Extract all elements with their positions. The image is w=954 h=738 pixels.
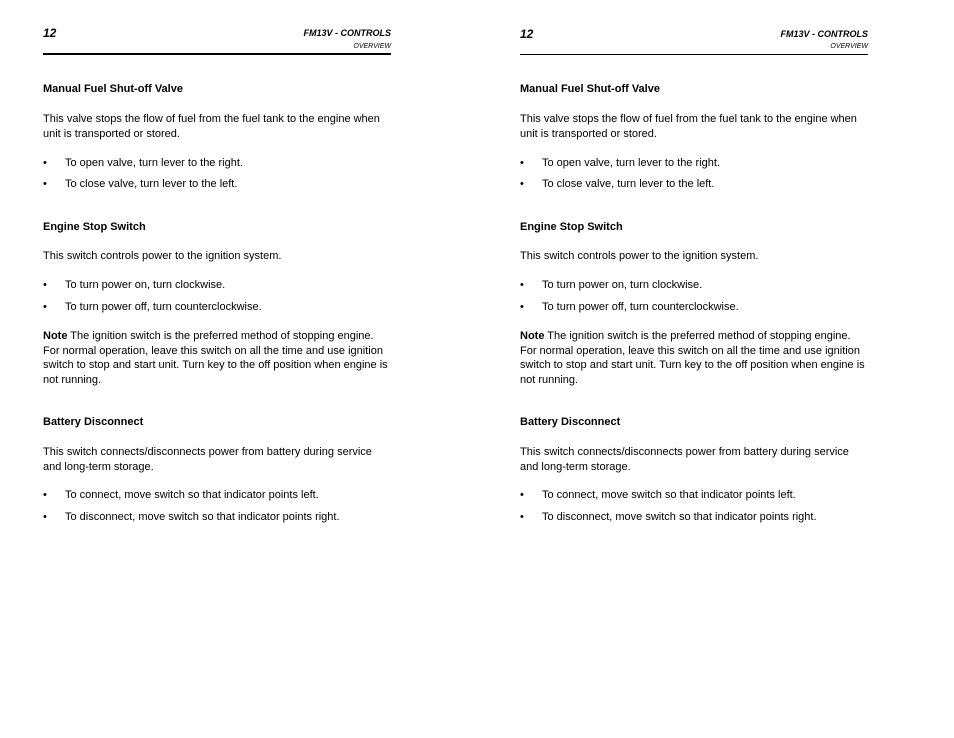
bullet-glyph: • (520, 511, 524, 523)
engine-note (43, 329, 391, 387)
header-subtitle: OVERVIEW (830, 43, 868, 50)
bullet-text: To disconnect, move switch so that indicator points right. (542, 511, 817, 523)
note-label: Note (520, 330, 545, 342)
bullet-text: To open valve, turn lever to the right. (542, 157, 720, 169)
manual-page-right (520, 0, 868, 738)
bullet-text: To close valve, turn lever to the left. (65, 178, 238, 190)
page-number: 12 (43, 26, 57, 40)
header-rule (43, 53, 391, 55)
bullet-text: To close valve, turn lever to the left. (542, 178, 715, 190)
battery-heading: Battery Disconnect (43, 416, 144, 428)
bullet-text: To turn power off, turn counterclockwise. (65, 301, 262, 313)
page-number: 12 (520, 27, 534, 41)
engine-note (520, 329, 868, 387)
bullet-text: To connect, move switch so that indicator points left. (65, 489, 319, 501)
bullet-glyph: • (520, 279, 524, 291)
bullet-text: To turn power on, turn clockwise. (542, 279, 703, 291)
battery-body: This switch connects/disconnects power from battery during service and long-term storage. (43, 446, 372, 473)
battery-body: This switch connects/disconnects power from battery during service and long-term storage. (520, 446, 849, 473)
bullet-glyph: • (520, 157, 524, 169)
note-label: Note (43, 330, 68, 342)
header-subtitle: OVERVIEW (353, 43, 391, 50)
header-title: FM13V - CONTROLS (303, 28, 391, 38)
fuel-valve-body: This valve stops the flow of fuel from the fuel tank to the engine when unit is transported or stored. (43, 113, 380, 140)
battery-heading: Battery Disconnect (520, 416, 621, 428)
bullet-glyph: • (43, 511, 47, 523)
bullet-text: To turn power off, turn counterclockwise. (542, 301, 739, 313)
bullet-glyph: • (43, 301, 47, 313)
engine-stop-body: This switch controls power to the ignition system. (43, 250, 282, 262)
note-text: The ignition switch is the preferred method of stopping engine. For normal operation, leave this switch on all the time and use ignition switch to stop and start unit. Turn key to the off position when engine is not running. (520, 330, 865, 386)
fuel-valve-body: This valve stops the flow of fuel from the fuel tank to the engine when unit is transported or stored. (520, 113, 857, 140)
bullet-glyph: • (43, 178, 47, 190)
manual-page-left (43, 0, 391, 738)
bullet-glyph: • (520, 301, 524, 313)
engine-stop-heading: Engine Stop Switch (520, 221, 623, 233)
note-text: The ignition switch is the preferred method of stopping engine. For normal operation, leave this switch on all the time and use ignition switch to stop and start unit. Turn key to the off position when engine is not running. (43, 330, 388, 386)
bullet-text: To disconnect, move switch so that indicator points right. (65, 511, 340, 523)
bullet-text: To open valve, turn lever to the right. (65, 157, 243, 169)
fuel-valve-heading: Manual Fuel Shut-off Valve (520, 83, 660, 95)
engine-stop-heading: Engine Stop Switch (43, 221, 146, 233)
header-title: FM13V - CONTROLS (780, 29, 868, 39)
bullet-glyph: • (43, 489, 47, 501)
bullet-glyph: • (520, 178, 524, 190)
bullet-glyph: • (43, 279, 47, 291)
fuel-valve-heading: Manual Fuel Shut-off Valve (43, 83, 183, 95)
header-rule (520, 54, 868, 55)
bullet-glyph: • (43, 157, 47, 169)
engine-stop-body: This switch controls power to the ignition system. (520, 250, 759, 262)
bullet-text: To connect, move switch so that indicator points left. (542, 489, 796, 501)
bullet-glyph: • (520, 489, 524, 501)
bullet-text: To turn power on, turn clockwise. (65, 279, 226, 291)
